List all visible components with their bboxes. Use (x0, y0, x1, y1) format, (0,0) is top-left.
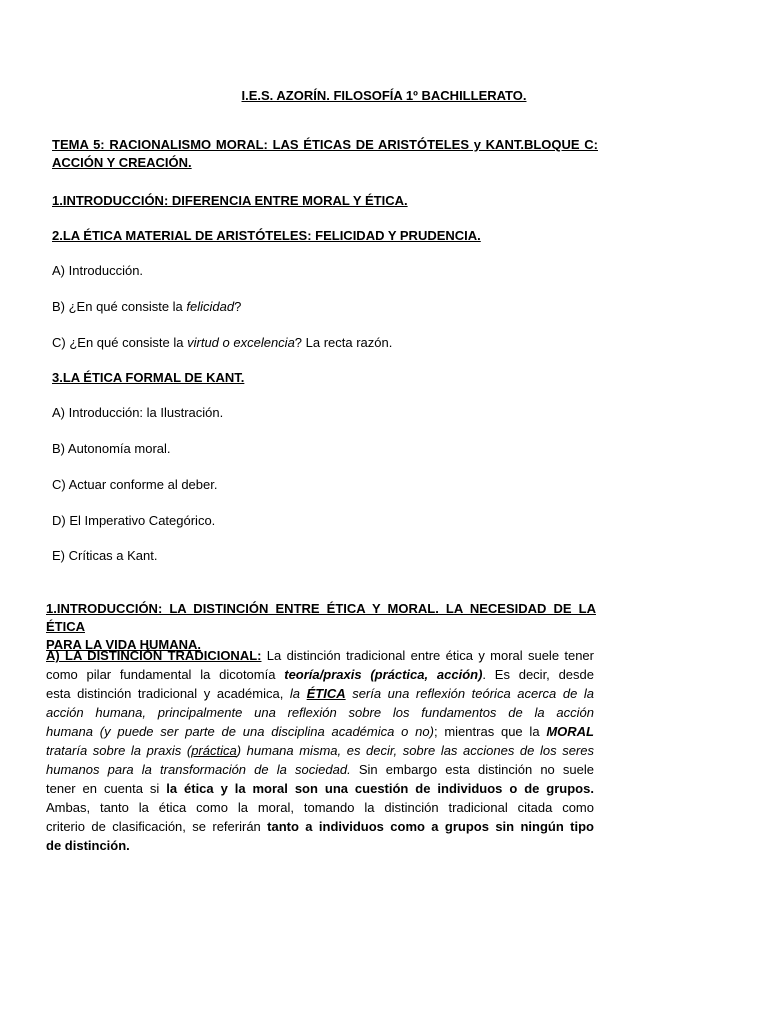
text-run: ; mientras que la (433, 724, 547, 739)
paragraph-line (46, 684, 594, 703)
text-run: criterio de clasificación, se referirán (46, 819, 268, 834)
index-item-3a: A) Introducción: la Ilustración. (52, 405, 224, 420)
item-emphasis: felicidad (186, 299, 235, 314)
text-run: La distinción tradicional entre ética y moral suele tener (261, 648, 594, 663)
paragraph-line (46, 741, 594, 760)
paragraph-line: Ambas, tanto la ética como la moral, tomando la distinción tradicional citada como (46, 800, 594, 815)
index-item-2c (52, 334, 392, 352)
item-emphasis: virtud o excelencia (187, 335, 295, 350)
text-run: teoría/praxis (práctica, acción) (284, 667, 483, 682)
item-text: C) ¿En qué consiste la (52, 335, 188, 350)
text-run: esta distinción tradicional y académica, (46, 686, 290, 701)
paragraph-line (46, 722, 594, 741)
text-run: la ética y la moral son una cuestión de individuos o de grupos (166, 781, 591, 796)
text-run: la (289, 686, 307, 701)
text-run: ) humana misma, es decir, sobre las acciones de los seres (236, 743, 594, 758)
index-section-2: 2.LA ÉTICA MATERIAL DE ARISTÓTELES: FELICIDAD Y PRUDENCIA. (52, 228, 481, 243)
section1-heading-line2: PARA LA VIDA HUMANA. (46, 637, 202, 652)
index-item-3c: C) Actuar conforme al deber. (52, 477, 218, 492)
index-item-3d: D) El Imperativo Categórico. (52, 513, 216, 528)
tema-heading (52, 136, 598, 172)
index-section-1: 1.INTRODUCCIÓN: DIFERENCIA ENTRE MORAL Y ÉTICA. (52, 193, 408, 208)
text-run: Sin embargo esta distinción no suele (350, 762, 595, 777)
text-run: tener en cuenta si (46, 781, 167, 796)
section1-heading-line1: 1.INTRODUCCIÓN: LA DISTINCIÓN ENTRE ÉTICA Y MORAL. LA NECESIDAD DE LA ÉTICA (46, 601, 596, 634)
index-item-2b (52, 298, 241, 316)
paragraph-line: de distinción. (46, 838, 130, 853)
text-run: . (590, 781, 594, 796)
text-run: MORAL (546, 724, 595, 739)
tema-heading-line1: TEMA 5: RACIONALISMO MORAL: LAS ÉTICAS DE ARISTÓTELES y KANT.BLOQUE C: (52, 137, 598, 152)
item-text: B) ¿En qué consiste la (52, 299, 187, 314)
text-run: humanos para la transformación de la sociedad. (46, 762, 351, 777)
text-run: sería una reflexión teórica acerca de la (345, 686, 595, 701)
paragraph-line (46, 817, 594, 836)
section1-paragraph (46, 646, 594, 855)
paragraph-line: acción humana, principalmente una reflexión sobre los fundamentos de la acción (46, 705, 594, 720)
paragraph-line (46, 665, 594, 684)
index-section-3: 3.LA ÉTICA FORMAL DE KANT. (52, 370, 245, 385)
text-run: humana (y puede ser parte de una disciplina académica o no) (46, 724, 434, 739)
paragraph-line (46, 646, 594, 665)
text-run: trataría sobre la praxis ( (46, 743, 192, 758)
document-title: I.E.S. AZORÍN. FILOSOFÍA 1º BACHILLERATO. (241, 88, 527, 103)
index-item-2a: A) Introducción. (52, 263, 144, 278)
tema-heading-line2: ACCIÓN Y CREACIÓN. (52, 155, 192, 170)
index-item-3e: E) Críticas a Kant. (52, 548, 158, 563)
text-run: ÉTICA (306, 686, 346, 701)
index-item-3b: B) Autonomía moral. (52, 441, 171, 456)
text-run: como pilar fundamental la dicotomía (46, 667, 285, 682)
paragraph-line (46, 779, 594, 798)
subheading: A) LA DISTINCIÓN TRADICIONAL: (46, 648, 262, 663)
item-text: ? La recta razón. (294, 335, 393, 350)
item-text: ? (234, 299, 242, 314)
paragraph-line (46, 760, 594, 779)
text-run: . Es decir, desde (482, 667, 594, 682)
text-run: tanto a individuos como a grupos sin ningún tipo (267, 819, 594, 834)
text-run: práctica (191, 743, 237, 758)
